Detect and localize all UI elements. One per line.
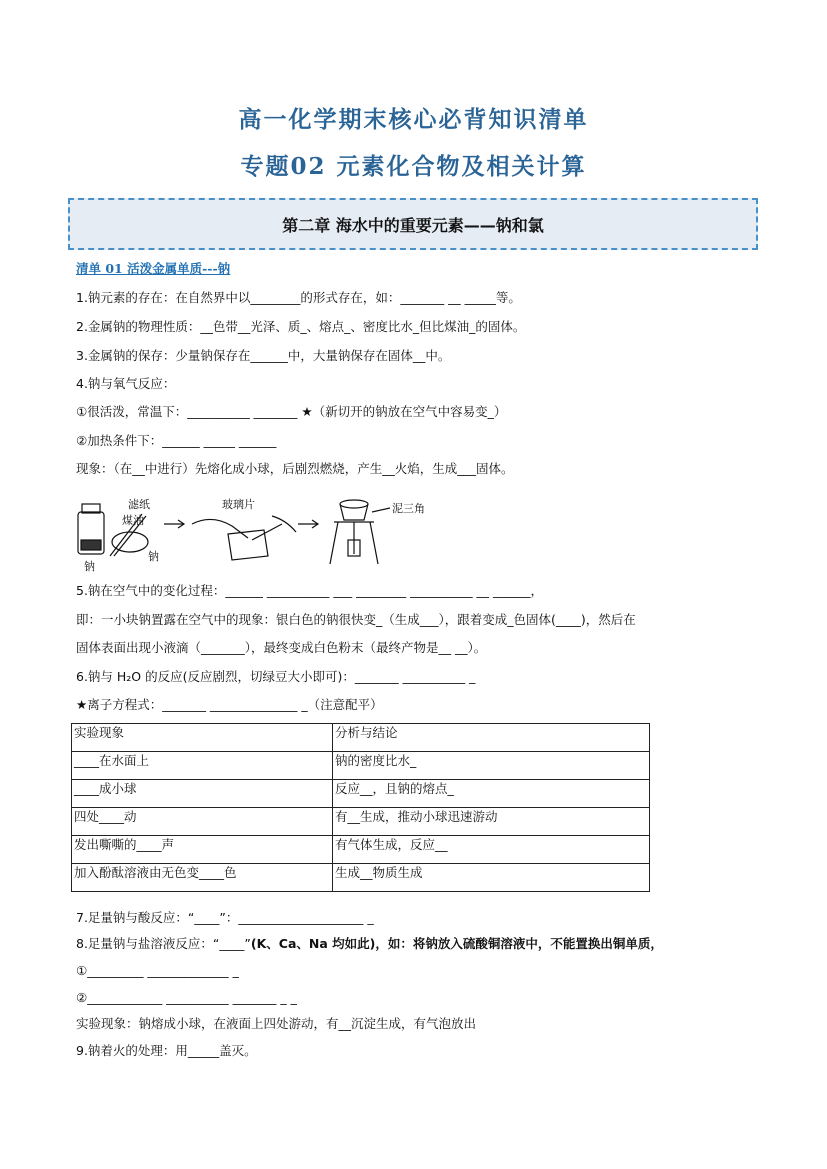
table-cell: 有气体生成，反应__ [333,836,650,864]
table-cell: 发出嘶嘶的____声 [72,836,333,864]
figure-label: 煤油 [122,514,144,527]
knife-icon [252,524,282,540]
document-subtitle: 专题02 元素化合物及相关计算 [240,153,587,180]
chapter-title: 第二章 海水中的重要元素——钠和氯 [282,215,544,235]
table-cell: 四处____动 [72,808,333,836]
figure-label: 滤纸 [128,498,150,511]
table-row [72,864,650,892]
text-line: 即：一小块钠置露在空气中的现象：银白色的钠很快变_（生成___），跟着变成_色固体(____)，然后在 [76,612,636,627]
crucible-icon [340,500,368,508]
text-line [76,936,663,952]
text-line: 3.金属钠的保存：少量钠保存在______中，大量钠保存在固体__中。 [76,348,451,363]
table-cell: 生成__物质生成 [333,864,650,892]
table-row [72,724,650,752]
figure-label: 钠 [84,560,95,572]
sodium-block-icon [81,540,101,550]
text-line: 7.足量钠与酸反应：“____”：____________________ _ [76,910,374,925]
tripod-icon [330,522,338,564]
text-line: 9.钠着火的处理：用_____盖灭。 [76,1043,257,1058]
table-row [72,808,650,836]
table-row [72,752,650,780]
table-cell: ____在水面上 [72,752,333,780]
text-line: 6.钠与 H₂O 的反应(反应剧烈，切绿豆大小即可)：_______ __________ _ [76,669,476,684]
figure-label: 泥三角 [392,502,425,515]
text-line: 固体表面出现小液滴（_______），最终变成白色粉末（最终产物是__ __）。 [76,640,487,655]
figure-label: 钠 [148,550,159,563]
experiment-table [71,723,650,892]
text-line: ★离子方程式：_______ ______________ _（注意配平） [76,697,383,712]
table-header: 实验现象 [72,724,333,752]
table-header: 分析与结论 [333,724,650,752]
hand-icon [192,519,248,538]
text-line: ①很活泼，常温下：__________ _______ ★（新切开的钠放在空气中容易变_） [76,404,507,419]
experiment-figure [72,494,432,572]
text-line: 现象：（在__中进行）先熔化成小球，后剧烈燃烧，产生__火焰，生成___固体。 [76,461,514,476]
table-cell: 反应__，且钠的熔点_ [333,780,650,808]
filter-paper-icon [112,532,148,552]
chapter-banner [68,198,758,250]
text-line: 1.钠元素的存在：在自然界中以________的形式存在，如：_______ __ _____等。 [76,290,521,305]
table-row [72,780,650,808]
table-cell: 有__生成，推动小球迅速游动 [333,808,650,836]
text-segment-bold: (K、Ca、Na 均如此)，如：将钠放入硫酸铜溶液中，不能置换出铜单质， [250,936,663,951]
document-title: 高一化学期末核心必背知识清单 [238,106,589,133]
text-line: ②加热条件下：______ _____ ______ [76,433,277,448]
text-line: 2.金属钠的物理性质：__色带__光泽、质_、熔点_、密度比水_但比煤油_的固体。 [76,319,526,334]
text-segment: 8.足量钠与盐溶液反应：“____” [76,936,251,951]
table-cell: 钠的密度比水_ [333,752,650,780]
table-row [72,836,650,864]
table-cell: 加入酚酞溶液由无色变____色 [72,864,333,892]
text-line: 实验现象：钠熔成小球，在液面上四处游动，有__沉淀生成，有气泡放出 [76,1016,477,1031]
section-heading: 清单 01 活泼金属单质---钠 [76,261,231,276]
text-line: ①_________ _____________ _ [76,963,239,978]
figure-label: 玻璃片 [222,498,255,511]
text-line: 5.钠在空气中的变化过程：______ __________ ___ ________ __________ __ ______， [76,583,544,598]
text-line: ②____________ __________ _______ _ _ [76,990,297,1005]
table-cell: ____成小球 [72,780,333,808]
text-line: 4.钠与氧气反应： [76,376,176,391]
